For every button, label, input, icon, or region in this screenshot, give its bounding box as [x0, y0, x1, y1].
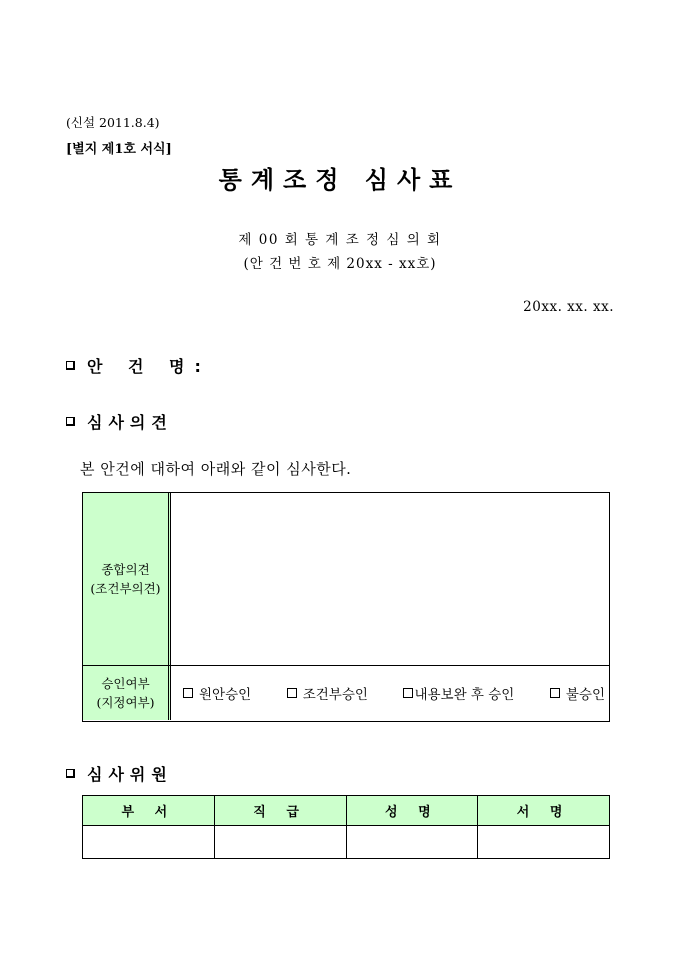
form-label: [별지 제1호 서식]: [66, 142, 172, 157]
department-cell[interactable]: [83, 826, 215, 859]
opinion-label: 종합의견: [101, 562, 150, 577]
table-row: [83, 826, 610, 859]
option-original-approval[interactable]: [183, 683, 251, 703]
option-conditional-approval[interactable]: [287, 683, 368, 703]
section-reviewers-label: 심사위원: [87, 765, 173, 784]
section-review-opinion-label: 심사의견: [87, 413, 173, 432]
option-label: 원안승인: [199, 687, 252, 703]
signature-cell[interactable]: [478, 826, 610, 859]
column-header-department: 부 서: [83, 796, 215, 826]
opinion-sublabel: (조건부의견): [90, 581, 161, 596]
opinion-input-area[interactable]: [171, 493, 609, 665]
column-header-position: 직 급: [214, 796, 346, 826]
option-label: 내용보완 후 승인: [414, 687, 515, 703]
square-bullet-icon: [66, 417, 75, 426]
square-bullet-icon: [66, 361, 75, 370]
approval-label: 승인여부: [101, 676, 150, 691]
column-header-signature: 서 명: [478, 796, 610, 826]
revision-note: (신설 2011.8.4): [66, 115, 160, 130]
checkbox-icon[interactable]: [183, 688, 193, 698]
position-cell[interactable]: [214, 826, 346, 859]
checkbox-icon[interactable]: [287, 688, 297, 698]
checkbox-icon[interactable]: [403, 688, 413, 698]
approval-sublabel: (지정여부): [96, 695, 155, 710]
section-reviewers: [66, 762, 173, 785]
document-title: 통계조정 심사표: [218, 166, 462, 194]
reviewers-header-row: [83, 796, 610, 826]
meeting-name: 제 00 회 통 계 조 정 심 의 회: [238, 232, 442, 248]
case-number: (안 건 번 호 제 20xx - xx호): [243, 256, 437, 272]
document-date: 20xx. xx. xx.: [523, 299, 614, 315]
section-agenda-label: 안 건 명:: [87, 357, 211, 376]
column-header-name: 성 명: [346, 796, 478, 826]
review-table: [82, 492, 610, 722]
approval-options: [183, 666, 605, 720]
name-cell[interactable]: [346, 826, 478, 859]
section-agenda: [66, 354, 211, 377]
opinion-label-cell: [83, 493, 171, 665]
approval-label-cell: [83, 666, 171, 720]
option-disapproval[interactable]: [550, 683, 605, 703]
option-label: 조건부승인: [302, 687, 368, 703]
approval-row: [83, 666, 609, 720]
option-label: 불승인: [565, 687, 605, 703]
opinion-row: [83, 493, 609, 666]
section-review-opinion: [66, 410, 173, 433]
checkbox-icon[interactable]: [550, 688, 560, 698]
square-bullet-icon: [66, 769, 75, 778]
intro-text: 본 안건에 대하여 아래와 같이 심사한다.: [80, 460, 352, 478]
option-approval-after-revision[interactable]: [403, 683, 514, 703]
reviewers-table: [82, 795, 610, 859]
